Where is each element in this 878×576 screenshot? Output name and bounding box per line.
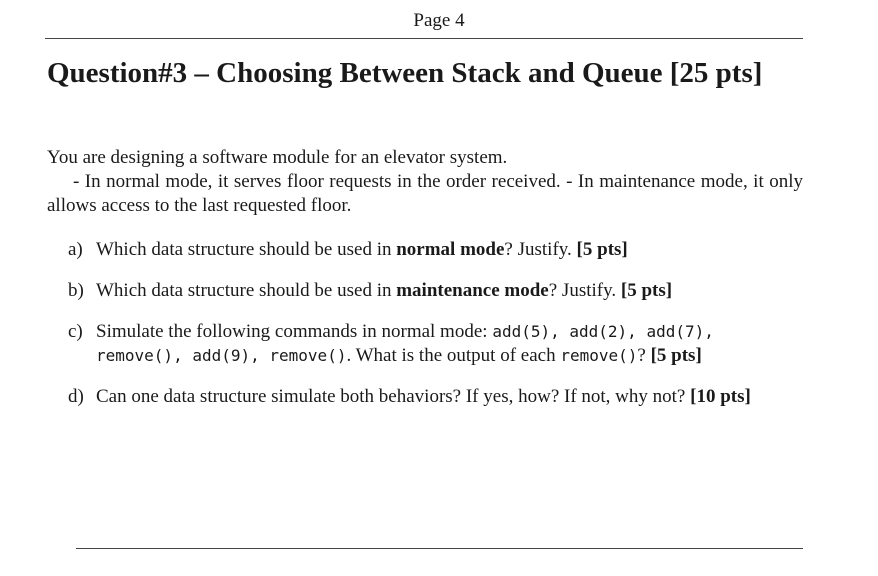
part-c-label: c)	[68, 321, 83, 342]
intro-line: You are designing a software module for an elevator system.	[47, 147, 508, 168]
part-b-label: b)	[68, 280, 84, 301]
part-a-points: [5 pts]	[576, 239, 628, 260]
part-c	[68, 320, 804, 368]
part-a-text: Which data structure should be used in normal mode? Justify. [5 pts]	[96, 239, 628, 260]
part-d-text: Can one data structure simulate both behaviors? If yes, how? If not, why not? [10 pts]	[96, 386, 751, 407]
header-rule	[45, 38, 803, 39]
part-b-points: [5 pts]	[620, 280, 673, 301]
part-b	[68, 279, 804, 303]
command-sequence: add(5), add(2), add(7), remove(), add(9), remove()	[96, 322, 714, 365]
part-d-points: [10 pts]	[690, 386, 751, 407]
part-c-text: Simulate the following commands in normal mode: add(5), add(2), add(7), remove(), add(9), remove(). What is the output of each remove()? [5 pts]	[96, 321, 714, 366]
question-intro	[47, 146, 803, 218]
intro-modes: - In normal mode, it serves floor requests in the order received. - In maintenance mode, it only allows access to the last requested floor.	[47, 171, 803, 216]
page-header: Page 4	[413, 10, 465, 31]
footer-rule	[76, 548, 803, 549]
part-d	[68, 385, 804, 409]
part-d-label: d)	[68, 386, 84, 407]
part-a	[68, 238, 804, 262]
question-title: Question#3 – Choosing Between Stack and Queue [25 pts]	[47, 57, 763, 89]
part-b-text: Which data structure should be used in maintenance mode? Justify. [5 pts]	[96, 280, 673, 301]
part-b-bold: maintenance mode	[396, 280, 549, 301]
part-a-bold: normal mode	[396, 239, 505, 260]
part-c-points: [5 pts]	[650, 345, 702, 366]
part-a-label: a)	[68, 239, 83, 260]
remove-code: remove()	[560, 346, 638, 365]
question-parts	[68, 238, 804, 426]
